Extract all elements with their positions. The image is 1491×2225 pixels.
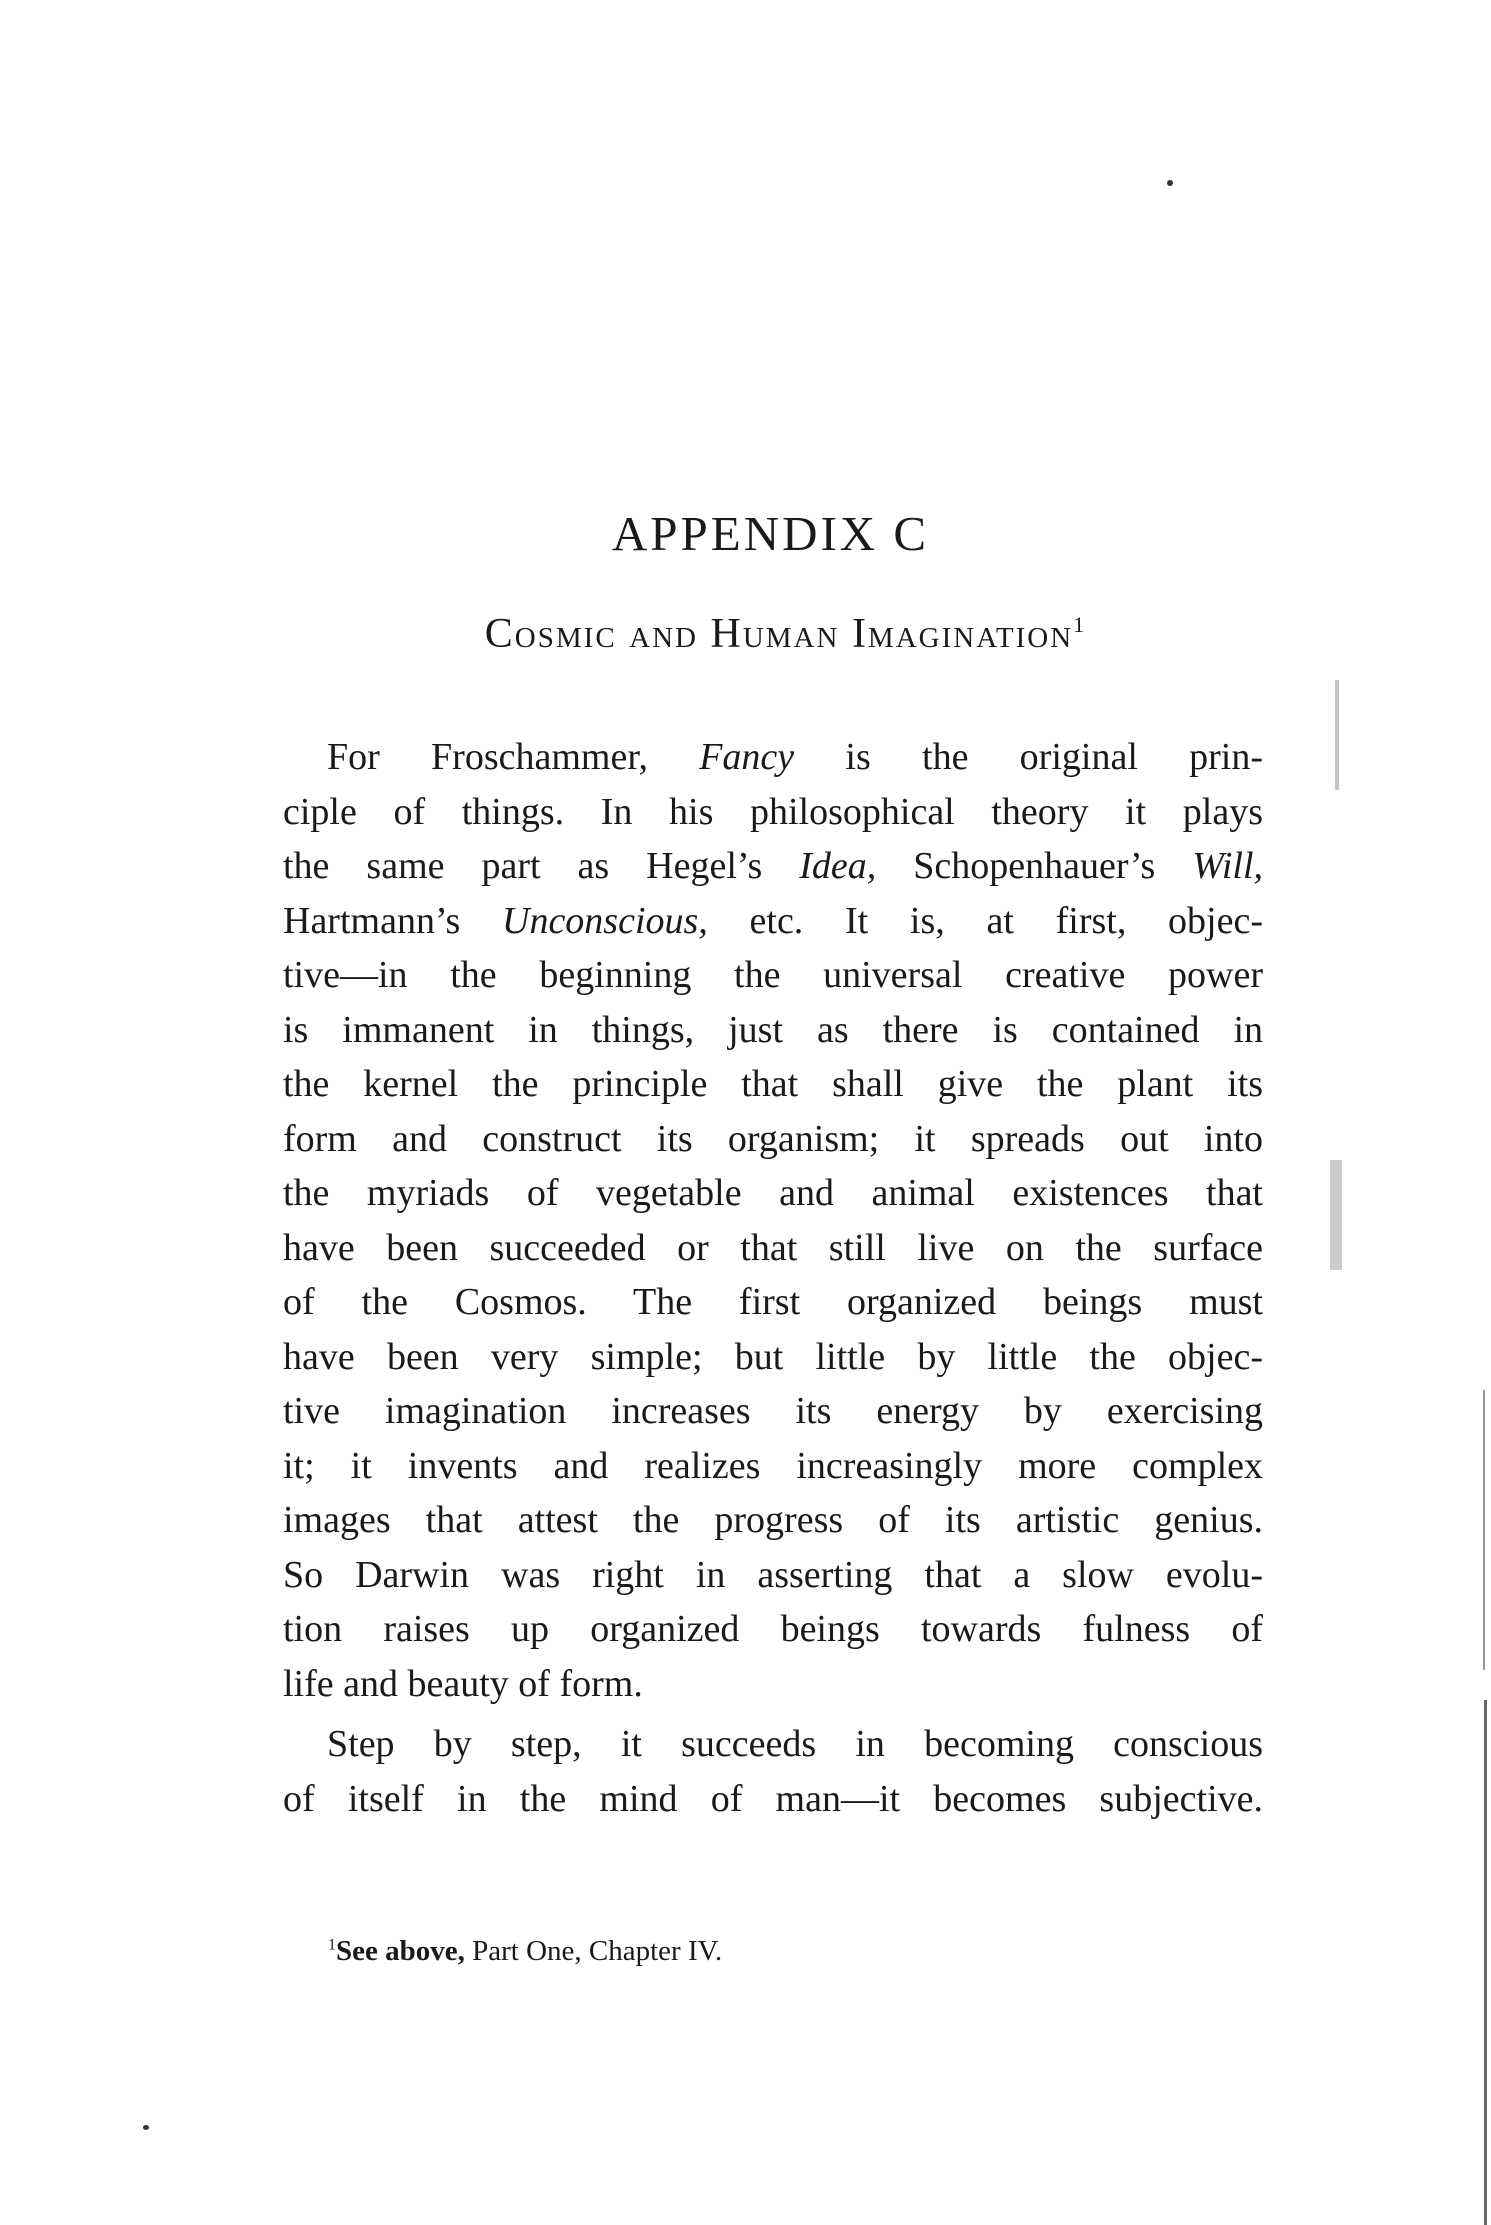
scan-edge-mark <box>1335 680 1339 790</box>
appendix-heading: APPENDIX C <box>611 506 930 561</box>
text-line: For Froschammer, Fancy is the original prin- <box>327 736 1263 778</box>
paragraph-1 <box>283 730 1263 1711</box>
text-line: the myriads of vegetable and animal existences that <box>283 1172 1263 1214</box>
section-subtitle <box>0 610 1491 658</box>
footnote-text: Part One, Chapter IV. <box>464 1935 723 1967</box>
text-line: the kernel the principle that shall give the plant its <box>283 1063 1263 1105</box>
body-text <box>283 730 1263 1826</box>
footnote-see: See above, <box>336 1935 465 1967</box>
footnote <box>328 1935 722 1968</box>
text-line: form and construct its organism; it spreads out into <box>283 1117 1263 1160</box>
text-line: Hartmann’s Unconscious, etc. It is, at first, objec- <box>283 899 1263 942</box>
paragraph-2 <box>283 1717 1263 1826</box>
text-line: of the Cosmos. The first organized beings must <box>283 1281 1263 1323</box>
footnote-reference: 1 <box>1073 612 1087 637</box>
footnote-marker: 1 <box>328 1936 336 1954</box>
text-line: tive—in the beginning the universal creative power <box>283 954 1263 996</box>
text-line: Step by step, it succeeds in becoming conscious <box>327 1723 1263 1765</box>
scan-edge-mark <box>1483 1390 1485 1670</box>
text-line: of itself in the mind of man—it becomes subjective. <box>283 1777 1263 1820</box>
text-line: the same part as Hegel’s Idea, Schopenhauer’s Will, <box>283 845 1263 887</box>
text-line: tive imagination increases its energy by exercising <box>283 1390 1263 1432</box>
text-line: it; it invents and realizes increasingly more complex <box>283 1444 1263 1487</box>
text-line: is immanent in things, just as there is contained in <box>283 1008 1263 1051</box>
scan-edge-mark <box>1484 1700 1487 2225</box>
section-subtitle-text: Cosmic and Human Imagination <box>484 611 1074 657</box>
scan-speck <box>1167 180 1173 186</box>
text-line: have been succeeded or that still live on the surface <box>283 1226 1263 1269</box>
scan-edge-mark <box>1330 1160 1342 1270</box>
scan-speck <box>143 2125 149 2130</box>
text-line: images that attest the progress of its artistic genius. <box>283 1499 1263 1541</box>
text-line: life and beauty of form. <box>283 1662 643 1705</box>
text-line: So Darwin was right in asserting that a slow evolu- <box>283 1553 1263 1596</box>
text-line: tion raises up organized beings towards fulness of <box>283 1608 1263 1650</box>
text-line: have been very simple; but little by little the objec- <box>283 1335 1263 1378</box>
text-line: ciple of things. In his philosophical theory it plays <box>283 790 1263 833</box>
